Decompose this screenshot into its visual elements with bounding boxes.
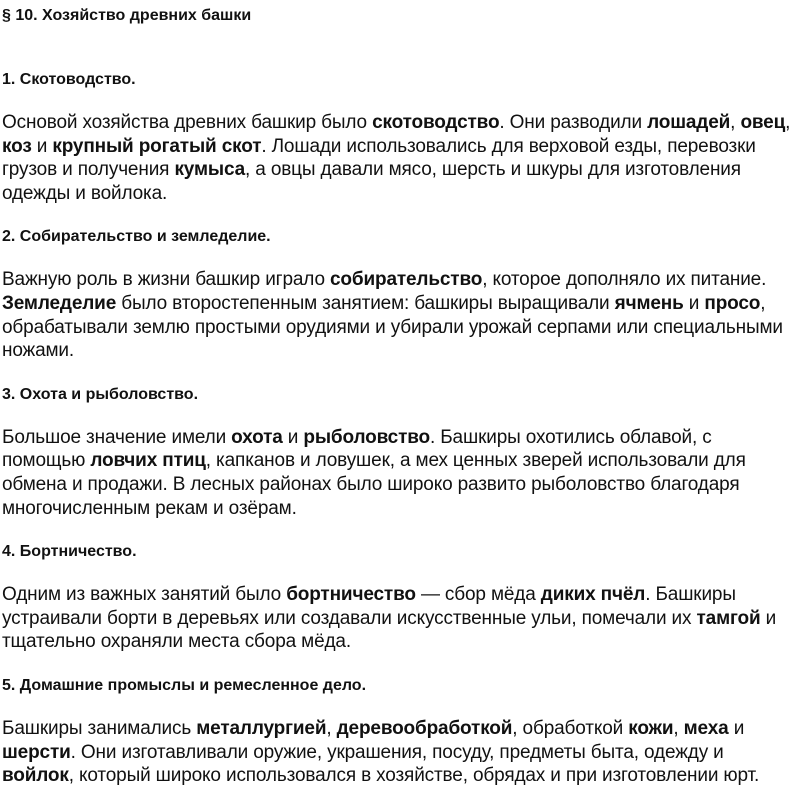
bold-term: деревообработкой	[336, 717, 513, 739]
text-run: , который широко использовался в хозяйстве, обрядах и при изготовлении юрт.	[68, 765, 760, 787]
section-heading: 1. Скотоводство.	[2, 71, 136, 88]
text-run: и	[728, 717, 745, 739]
bold-term: тамгой	[696, 607, 761, 629]
bold-term: рыболовство	[303, 426, 430, 448]
bold-term: меха	[683, 717, 729, 739]
bold-term: крупный рогатый скот	[52, 135, 262, 157]
text-run: и	[31, 135, 53, 157]
bold-term: просо	[704, 292, 761, 314]
section-paragraph	[2, 717, 796, 788]
text-run: . Они изготавливали оружие, украшения, посуду, предметы быта, одежду и	[70, 741, 724, 763]
bold-term: овец	[740, 112, 786, 133]
section-heading: 2. Собирательство и земледелие.	[2, 228, 271, 246]
section-paragraph	[2, 111, 796, 205]
section-heading: 5. Домашние промыслы и ремесленное дело.	[2, 676, 367, 694]
section-heading: 3. Охота и рыболовство.	[2, 385, 199, 403]
section-beekeeping	[2, 542, 796, 654]
bold-term: шерсти	[2, 741, 71, 763]
text-run: , обработкой	[512, 717, 629, 739]
section-crafts	[2, 676, 796, 788]
section-gathering-farming	[2, 227, 796, 362]
text-run: Башкиры занимались	[2, 717, 197, 739]
section-paragraph	[2, 268, 796, 362]
text-run: , а овцы давали мясо, шерсть и шкуры для изготовления одежды и войлока.	[2, 159, 741, 204]
bold-term: кумыса	[174, 159, 246, 181]
text-run: , которое дополняло их питание.	[482, 269, 767, 291]
text-run: и	[683, 292, 705, 314]
bold-term: коз	[2, 135, 32, 157]
text-run: и тщательно охраняли места сбора мёда.	[2, 607, 777, 653]
text-run: Большое значение имели	[2, 426, 232, 448]
bold-term: войлок	[2, 765, 69, 787]
text-run: Важную роль в жизни башкир играло	[2, 269, 330, 291]
text-run: . Башкиры охотились облавой, с помощью	[2, 426, 712, 472]
bold-term: охота	[231, 426, 283, 448]
text-run: . Лошади использовались для верховой езды, перевозки грузов и получения	[2, 135, 756, 181]
bold-term: ячмень	[614, 292, 684, 314]
text-run: . Они разводили	[499, 112, 648, 133]
text-run: ,	[785, 112, 791, 133]
bold-term: кожи	[628, 717, 674, 739]
text-run: . Башкиры устраивали борти в деревьях или создавали искусственные ульи, помечали их	[2, 584, 736, 629]
section-paragraph	[2, 426, 796, 520]
bold-term: диких пчёл	[540, 584, 646, 606]
text-run: и	[282, 426, 304, 448]
text-run: Одним из важных занятий было	[2, 584, 287, 606]
text-run: Основой хозяйства древних башкир было	[2, 112, 373, 133]
bold-term: скотоводство	[372, 112, 500, 133]
text-run: ,	[326, 717, 337, 739]
bold-term: металлургией	[196, 717, 327, 739]
section-livestock	[2, 70, 796, 205]
bold-term: ловчих птиц	[90, 450, 206, 472]
bold-term: лошадей	[647, 112, 731, 133]
text-run: , обрабатывали землю простыми орудиями и убирали урожай серпами или специальными ножами.	[2, 292, 783, 362]
bold-term: бортничество	[286, 584, 416, 606]
text-run: — сбор мёда	[415, 584, 541, 606]
text-run: , капканов и ловушек, а мех ценных зверей использовали для обмена и продажи. В лесных районах было широко развито рыболовство благодаря многочисленным рекам и озёрам.	[2, 450, 746, 519]
section-paragraph	[2, 583, 796, 654]
section-heading: 4. Бортничество.	[2, 543, 137, 561]
text-run: ,	[730, 112, 741, 133]
bold-term: Земледелие	[2, 292, 117, 314]
text-run: было второстепенным занятием: башкиры выращивали	[116, 292, 615, 314]
text-run: ,	[673, 717, 684, 739]
bold-term: собирательство	[330, 269, 483, 291]
page-title: § 10. Хозяйство древних башки	[2, 7, 252, 24]
section-hunting-fishing	[2, 385, 796, 520]
